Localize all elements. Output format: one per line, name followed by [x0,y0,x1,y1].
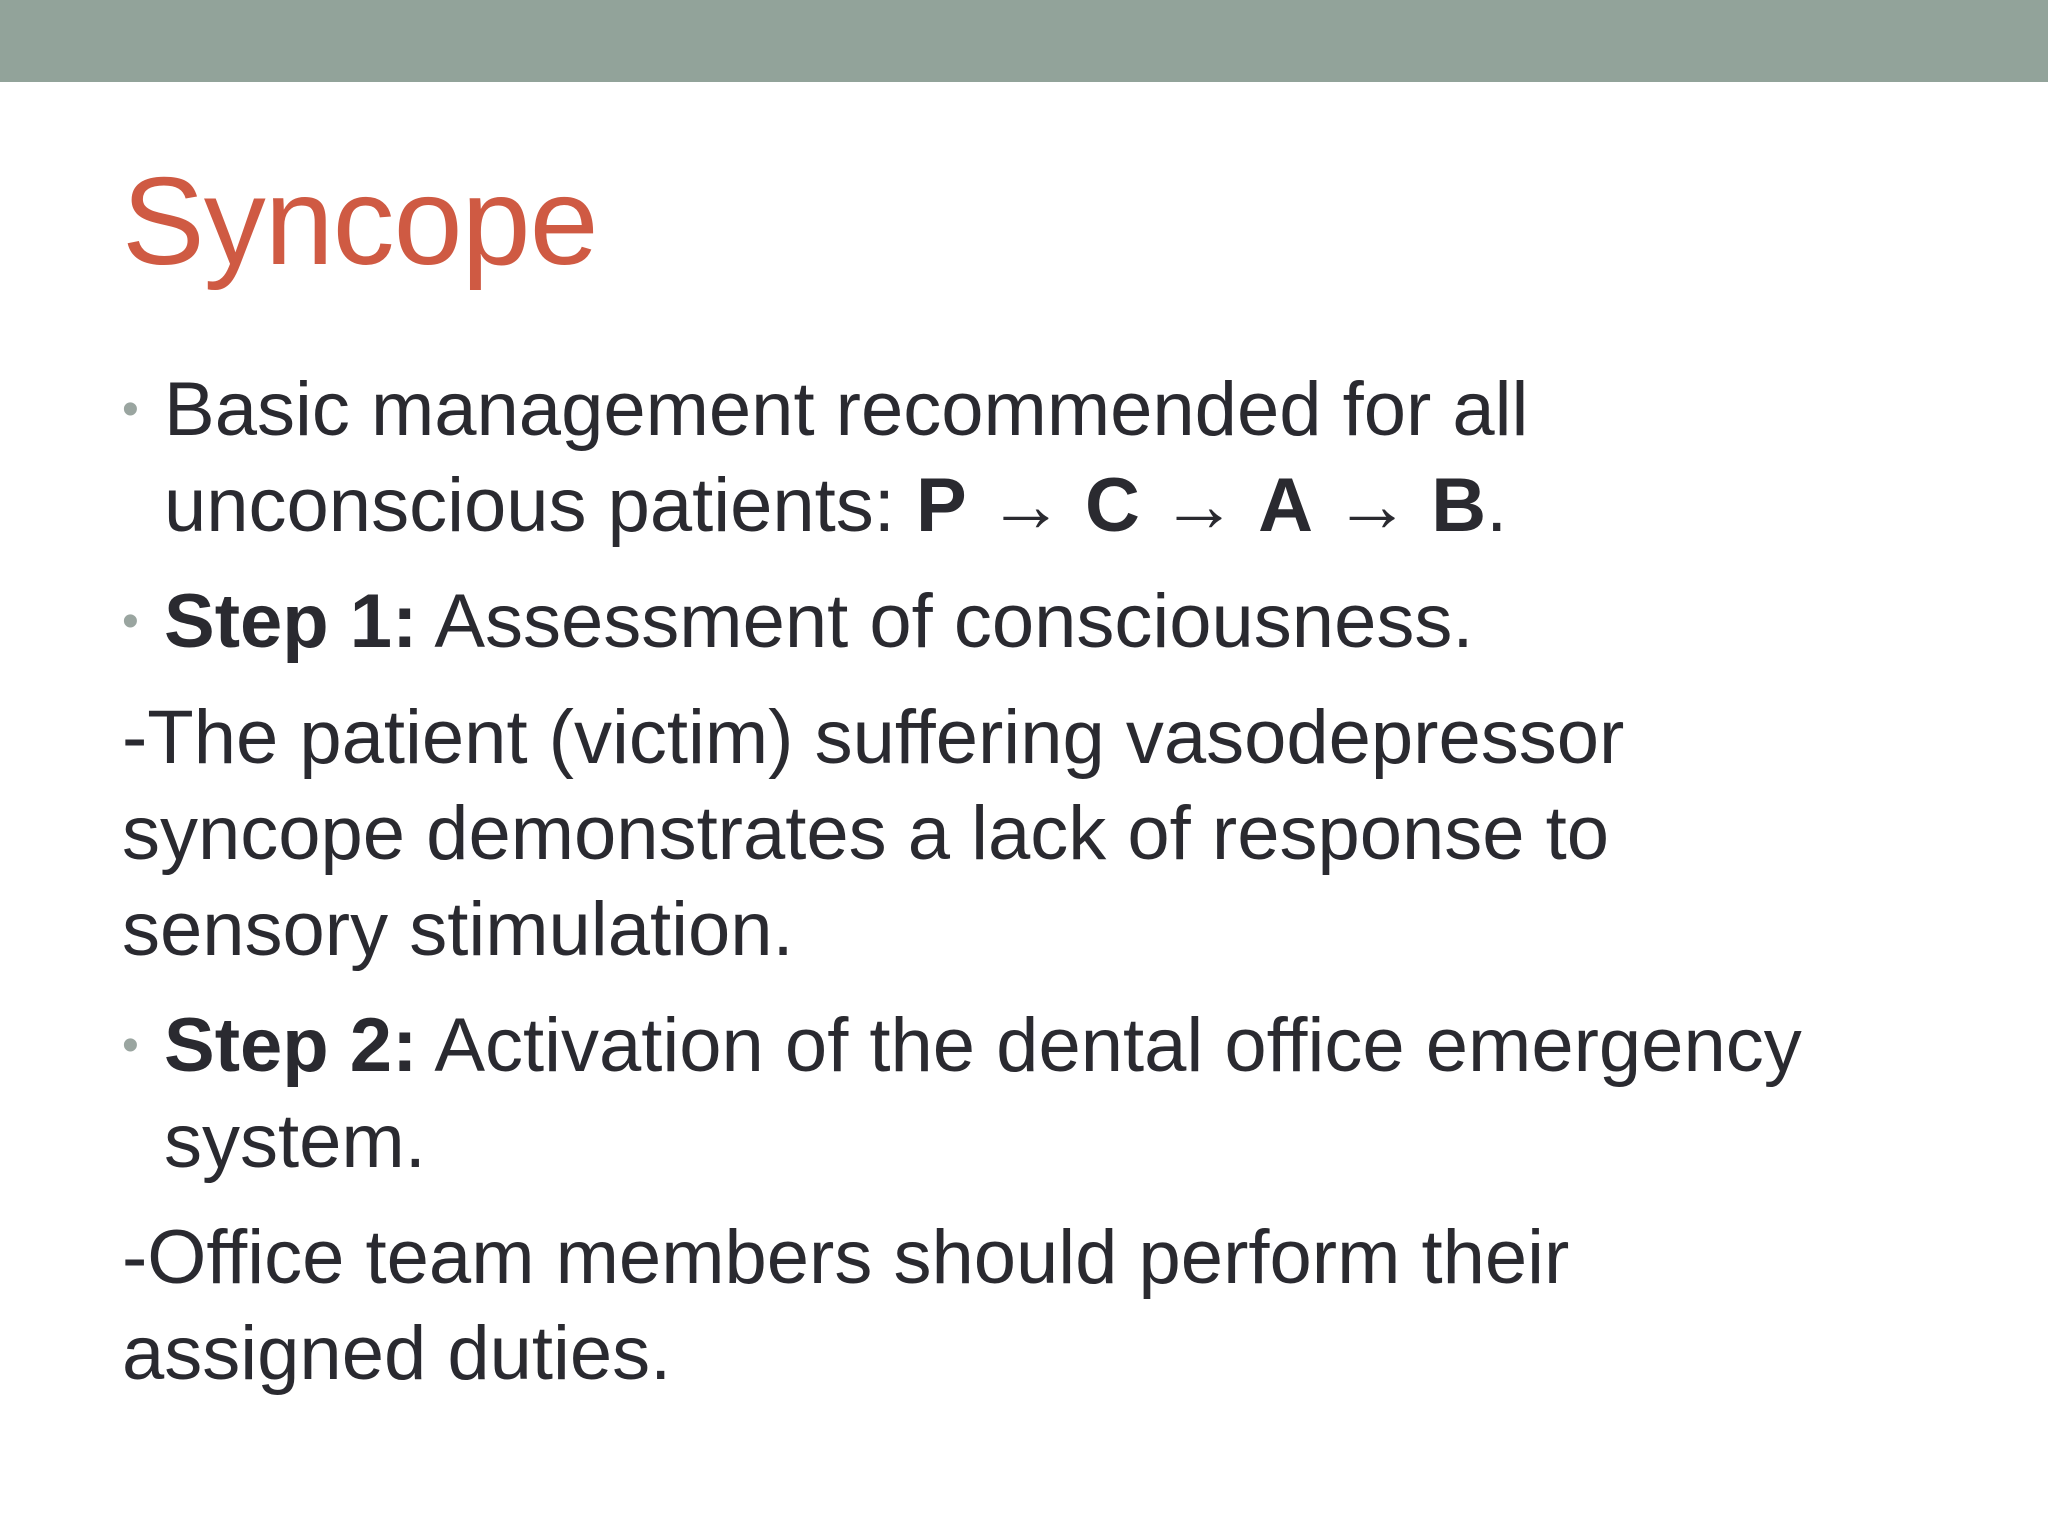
sequence-letter-c: C [1084,463,1140,548]
paragraph-step-2-detail [122,1210,1982,1402]
top-accent-bar [0,0,2048,82]
paragraph-step-1-detail [122,690,1982,978]
bullet-dot-icon: • [122,383,139,436]
paragraph-line: -Office team members should perform their [122,1215,1570,1300]
bullet-item-step-1 [122,574,1982,670]
arrow-icon: → [1312,463,1432,548]
bullet-text-line [164,458,1982,554]
sequence-letter-b: B [1431,463,1487,548]
bullet-dot-icon: • [122,1019,139,1072]
bullet-dot-icon: • [122,595,139,648]
step-description: Activation of the dental office emergency [417,1003,1802,1088]
step-description: Assessment of consciousness. [417,579,1474,664]
step-label: Step 1: [164,579,418,664]
paragraph-line: assigned duties. [122,1311,672,1396]
bullet-text-line [164,574,1982,670]
bullet-item-basic-management [122,362,1982,554]
sequence-letter-p: P [916,463,967,548]
bullet-text-line: system. [164,1099,426,1184]
paragraph-line: -The patient (victim) suffering vasodepressor [122,695,1625,780]
bullet-text-line: Basic management recommended for all [164,367,1529,452]
arrow-icon: → [1139,463,1259,548]
arrow-icon: → [966,463,1085,548]
paragraph-line: syncope demonstrates a lack of response to [122,791,1610,876]
slide-title: Syncope [122,153,598,291]
sentence-end: . [1486,463,1508,548]
sequence-letter-a: A [1258,463,1313,548]
step-label: Step 2: [164,1003,418,1088]
bullet-text: unconscious patients: [164,463,917,548]
paragraph-line: sensory stimulation. [122,887,794,972]
bullet-text-line [164,998,1982,1094]
slide-body [122,362,1982,1422]
bullet-item-step-2 [122,998,1982,1190]
